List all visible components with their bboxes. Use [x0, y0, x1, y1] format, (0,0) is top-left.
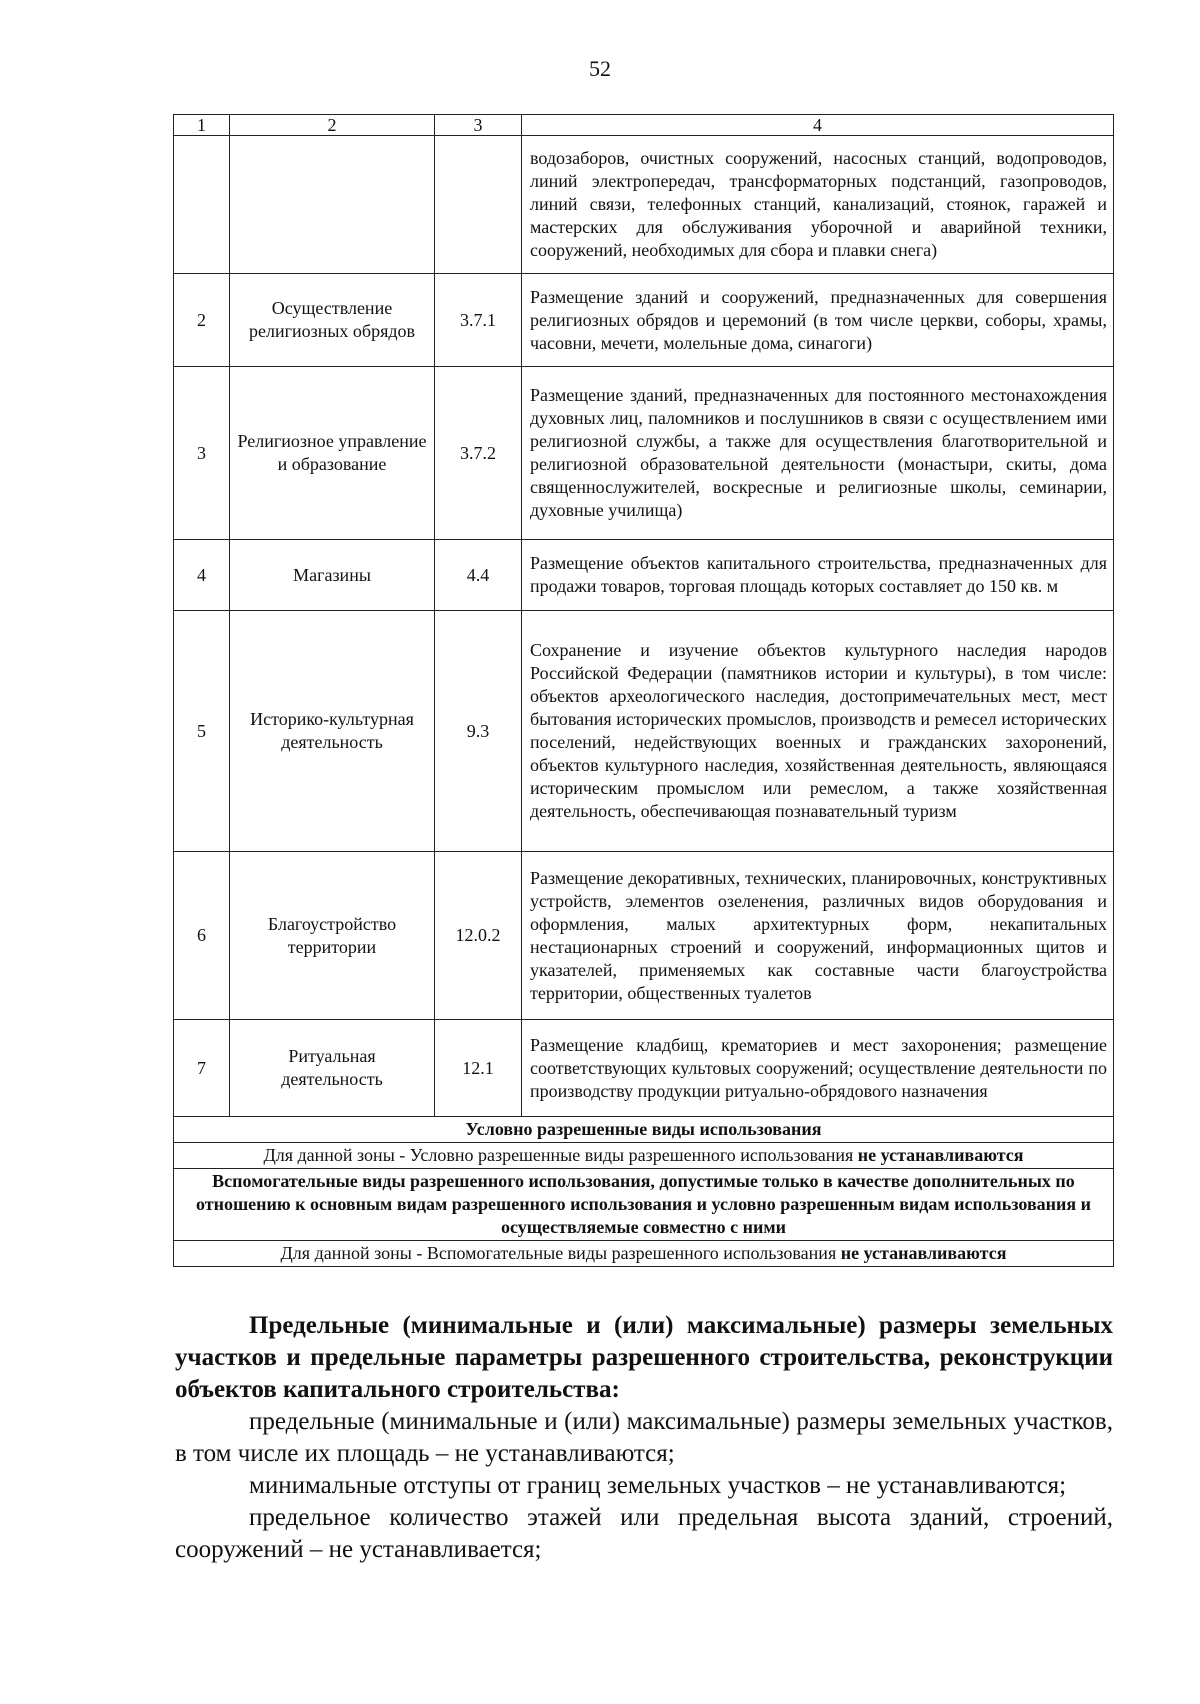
row-code: 12.1 — [435, 1020, 522, 1117]
table-row — [174, 1020, 1114, 1117]
table-row — [174, 611, 1114, 852]
table-row — [174, 852, 1114, 1020]
row-number: 2 — [174, 274, 230, 367]
conditional-uses-title: Условно разрешенные виды использования — [174, 1117, 1114, 1143]
row-name: Магазины — [230, 540, 435, 611]
row-description: Размещение кладбищ, крематориев и мест захоронения; размещение соответствующих культовых сооружений; осуществление деятельности по производству продукции ритуально-обрядового назначения — [522, 1020, 1114, 1117]
section-row — [174, 1143, 1114, 1169]
limits-item: минимальные отступы от границ земельных участков – не устанавливаются; — [249, 1472, 1067, 1499]
land-use-table — [173, 114, 1114, 1267]
row-code: 12.0.2 — [435, 852, 522, 1020]
limits-item: предельные (минимальные и (или) максимальные) размеры земельных участков, в том числе их площадь – не устанавливаются; — [175, 1408, 1113, 1467]
row-name: Благоустройство территории — [230, 852, 435, 1020]
header-cell: 4 — [522, 115, 1114, 136]
limits-item: предельное количество этажей или предельная высота зданий, строений, сооружений – не устанавливается; — [175, 1504, 1113, 1563]
row-number: 6 — [174, 852, 230, 1020]
header-cell: 1 — [174, 115, 230, 136]
row-number: 7 — [174, 1020, 230, 1117]
row-description: Размещение зданий, предназначенных для постоянного местонахождения духовных лиц, паломников и послушников в связи с осуществлением ими религиозной службы, а также для осуществления благотворительной и религиозной образовательной деятельности (монастыри, скиты, дома священнослужителей, воскресные и религиозные школы, семинарии, духовные училища) — [522, 367, 1114, 540]
row-description: Размещение декоративных, технических, планировочных, конструктивных устройств, элементов озеленения, различных видов оборудования и оформления, малых архитектурных форм, некапитальных нестационарных строений и сооружений, информационных щитов и указателей, применяемых как составные части благоустройства территории, общественных туалетов — [522, 852, 1114, 1020]
row-description: Сохранение и изучение объектов культурного наследия народов Российской Федерации (памятников истории и культуры), в том числе: объектов археологического наследия, достопримечательных мест, мест бытования исторических промыслов, производств и ремесел исторических поселений, недействующих военных и гражданских захоронений, объектов культурного наследия, хозяйственная деятельность, являющаяся историческим промыслом или ремеслом, а также хозяйственная деятельность, обеспечивающая познавательный туризм — [522, 611, 1114, 852]
row-code: 4.4 — [435, 540, 522, 611]
row-number: 3 — [174, 367, 230, 540]
limits-heading: Предельные (минимальные и (или) максимальные) размеры земельных участков и предельные параметры разрешенного строительства, реконструкции объектов капитального строительства: — [175, 1312, 1113, 1403]
row-name: Историко-культурная деятельность — [230, 611, 435, 852]
note-text: Для данной зоны - Условно разрешенные виды разрешенного использования — [263, 1145, 854, 1165]
row-name: Ритуальная деятельность — [230, 1020, 435, 1117]
row-description: Размещение зданий и сооружений, предназначенных для совершения религиозных обрядов и церемоний (в том числе церкви, соборы, храмы, часовни, мечети, молельные дома, синагоги) — [522, 274, 1114, 367]
table-row — [174, 540, 1114, 611]
header-cell: 2 — [230, 115, 435, 136]
row-name: Религиозное управление и образование — [230, 367, 435, 540]
row-description: Размещение объектов капитального строительства, предназначенных для продажи товаров, торговая площадь которых составляет до 150 кв. м — [522, 540, 1114, 611]
header-cell: 3 — [435, 115, 522, 136]
note-emphasis: не устанавливаются — [857, 1145, 1024, 1165]
table-row — [174, 274, 1114, 367]
auxiliary-uses-note — [174, 1241, 1114, 1267]
section-row — [174, 1117, 1114, 1143]
table-row — [174, 367, 1114, 540]
limits-section — [175, 1310, 1113, 1566]
note-emphasis: не устанавливаются — [840, 1243, 1007, 1263]
page-number: 52 — [589, 56, 611, 81]
table-header-row — [174, 115, 1114, 136]
conditional-uses-note — [174, 1143, 1114, 1169]
table-row — [174, 136, 1114, 274]
row-code: 3.7.2 — [435, 367, 522, 540]
row-description: водозаборов, очистных сооружений, насосных станций, водопроводов, линий электропередач, трансформаторных подстанций, газопроводов, линий связи, телефонных станций, канализаций, стоянок, гаражей и мастерских для обслуживания уборочной и аварийной техники, сооружений, необходимых для сбора и плавки снега) — [522, 136, 1114, 274]
note-text: Для данной зоны - Вспомогательные виды разрешенного использования — [280, 1243, 837, 1263]
row-name: Осуществление религиозных обрядов — [230, 274, 435, 367]
section-row — [174, 1241, 1114, 1267]
row-code: 9.3 — [435, 611, 522, 852]
row-code: 3.7.1 — [435, 274, 522, 367]
row-number: 5 — [174, 611, 230, 852]
auxiliary-uses-title: Вспомогательные виды разрешенного использования, допустимые только в качестве дополнительных по отношению к основным видам разрешенного использования и условно разрешенным видам использования и осуществляемые совместно с ними — [174, 1169, 1114, 1241]
row-number: 4 — [174, 540, 230, 611]
section-row — [174, 1169, 1114, 1241]
